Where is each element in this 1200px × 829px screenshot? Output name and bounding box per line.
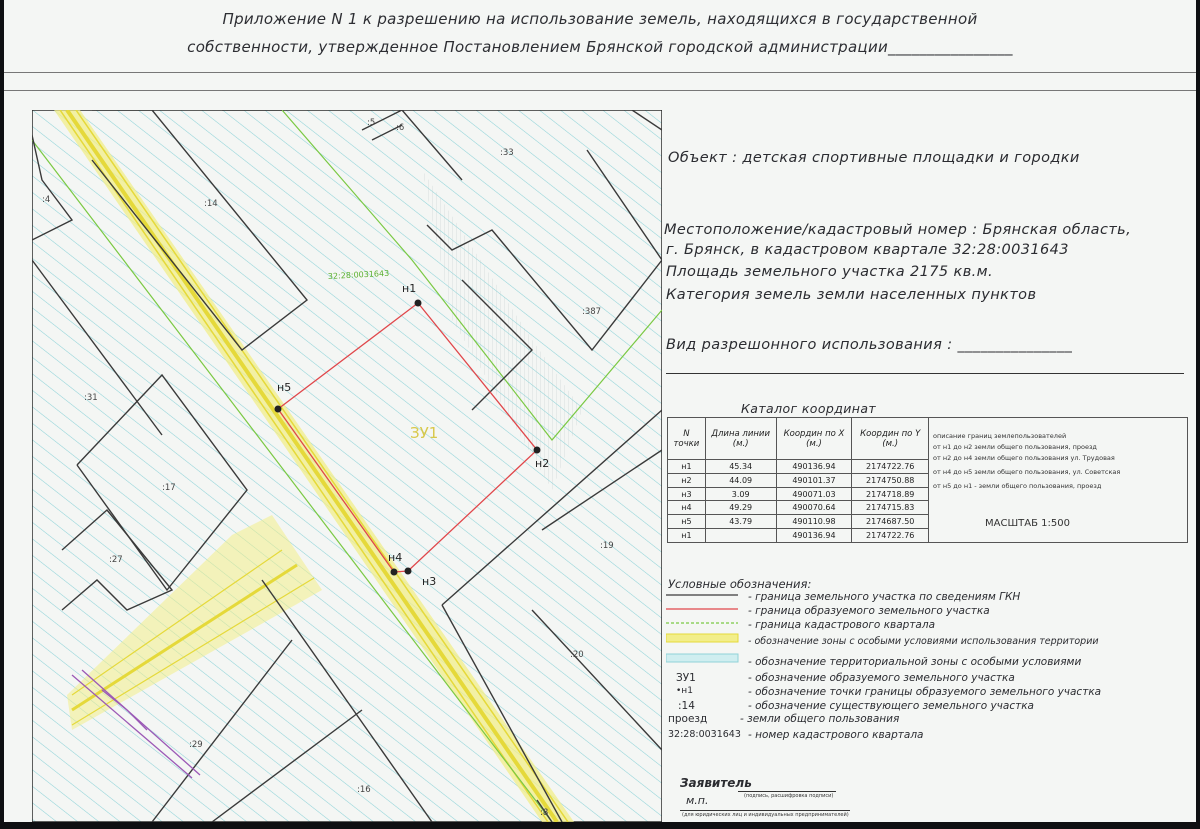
legend-symbol-road: проезд	[668, 713, 708, 725]
table-row: н3 3.09 490071.03 2174718.89	[668, 487, 929, 501]
point-label-n3: н3	[422, 575, 437, 588]
point-label-n4: н4	[388, 551, 403, 564]
desc-line: от н1 до н2 земли общего пользования, проезд	[933, 443, 1097, 451]
object-text: Объект : детская спортивные площадки и городки	[668, 150, 1080, 166]
category-text: Категория земель земли населенных пунктов	[666, 287, 1037, 303]
legend-symbol-parcel: :14	[678, 700, 695, 712]
table-row: н2 44.09 490101.37 2174750.88	[668, 473, 929, 487]
parcel-label-5: :5	[367, 118, 376, 128]
parcel-label-19: :19	[600, 541, 614, 551]
legend-item: - обозначение зоны с особыми условиями использования территории	[748, 636, 1099, 647]
stamp-line	[680, 810, 850, 811]
legend-item: - номер кадастрового квартала	[748, 729, 924, 741]
point-label-n1: н1	[402, 282, 417, 295]
boundary-description	[929, 417, 1188, 543]
desc-line: от н4 до н5 земли общего пользования, ул. Советская	[933, 468, 1121, 476]
table-row: н4 49.29 490070.64 2174715.83	[668, 501, 929, 515]
coordinates-catalog	[667, 417, 1189, 543]
scale-label: МАСШТАБ 1:500	[985, 518, 1070, 529]
signature-caption: (подпись, расшифровка подписи)	[744, 793, 834, 799]
stamp-label: м.п.	[686, 794, 709, 807]
location-line-2: г. Брянск, в кадастровом квартале 32:28:0031643	[666, 242, 1069, 258]
parcel-label-27: :27	[109, 555, 123, 565]
quarter-number-label: 32:28:0031643	[327, 268, 390, 281]
signature-line	[738, 791, 836, 792]
desc-line: от н2 до н4 земли общего пользования ул. Трудовая	[933, 454, 1115, 462]
legend-item: - земли общего пользования	[740, 713, 900, 725]
header-line-1: Приложение N 1 к разрешению на использование земель, находящихся в государственной	[222, 10, 978, 28]
legend-item: - граница кадастрового квартала	[748, 619, 936, 631]
legend-item: - граница земельного участка по сведениям ГКН	[748, 591, 1021, 603]
desc-line: от н5 до н1 - земли общего пользования, проезд	[933, 482, 1102, 490]
legend-item: - обозначение точки границы образуемого земельного участка	[748, 686, 1102, 698]
location-line-1: Местоположение/кадастровый номер : Брянская область,	[664, 222, 1132, 238]
legend-item: - обозначение существующего земельного участка	[748, 700, 1034, 712]
table-row: н5 43.79 490110.98 2174687.50	[668, 515, 929, 529]
parcel-label-6: :6	[396, 123, 405, 133]
parcel-label-29: :29	[189, 740, 203, 750]
map-hatch-zone	[32, 110, 662, 822]
point-marker-n3	[405, 568, 412, 575]
legend-item: - граница образуемого земельного участка	[748, 605, 990, 617]
point-label-n2: н2	[535, 457, 550, 470]
legend-item: - обозначение территориальной зоны с особыми условиями	[748, 656, 1082, 668]
col-header-y: Координ по Y (м.)	[852, 418, 929, 460]
point-marker-n5	[275, 406, 282, 413]
col-header-x: Координ по X (м.)	[776, 418, 852, 460]
table-row: н1 45.34 490136.94 2174722.76	[668, 460, 929, 474]
legend-item: - обозначение образуемого земельного участка	[748, 672, 1015, 684]
parcel-label-8: :8	[540, 808, 549, 818]
applicant-label: Заявитель	[680, 776, 752, 790]
header-divider	[4, 72, 1196, 73]
desc-title: описание границ землепользователей	[933, 432, 1067, 440]
catalog-title: Каталог координат	[741, 401, 877, 416]
col-header-point: N точки	[668, 418, 706, 460]
point-marker-n4	[391, 569, 398, 576]
use-type-underline	[666, 373, 1184, 374]
parcel-label-17: :17	[162, 483, 176, 493]
area-text: Площадь земельного участка 2175 кв.м.	[666, 264, 993, 280]
header-divider-2	[4, 90, 1196, 91]
parcel-label-31: :31	[84, 393, 98, 403]
legend-title: Условные обозначения:	[668, 577, 812, 591]
use-type-text: Вид разрешонного использования : _______________	[666, 337, 1073, 353]
point-label-n5: н5	[277, 381, 292, 394]
legend-symbol-zu: ЗУ1	[676, 672, 696, 684]
point-marker-n1	[415, 300, 422, 307]
stamp-caption: (для юридических лиц и индивидуальных предпринимателей)	[682, 812, 849, 818]
zu-label: ЗУ1	[410, 424, 439, 442]
legend-symbol-quarter: 32:28:0031643	[668, 729, 741, 740]
parcel-label-16: :16	[357, 785, 371, 795]
legend-symbol-point: •н1	[676, 686, 693, 696]
parcel-label-4: :4	[42, 195, 51, 205]
parcel-label-14: :14	[204, 199, 218, 209]
parcel-label-387: :387	[582, 307, 602, 317]
legend-symbols	[666, 590, 746, 670]
col-header-length: Длина линии (м.)	[705, 418, 776, 460]
document-sheet	[4, 0, 1196, 822]
table-row: н1 490136.94 2174722.76	[668, 529, 929, 543]
parcel-label-20: :20	[570, 650, 584, 660]
coordinates-table	[667, 417, 929, 543]
header-line-2: собственности, утвержденное Постановлением Брянской городской администрации________________	[187, 38, 1013, 56]
point-marker-n2	[534, 447, 541, 454]
cadastral-map	[32, 110, 662, 822]
parcel-label-33: :33	[500, 148, 514, 158]
